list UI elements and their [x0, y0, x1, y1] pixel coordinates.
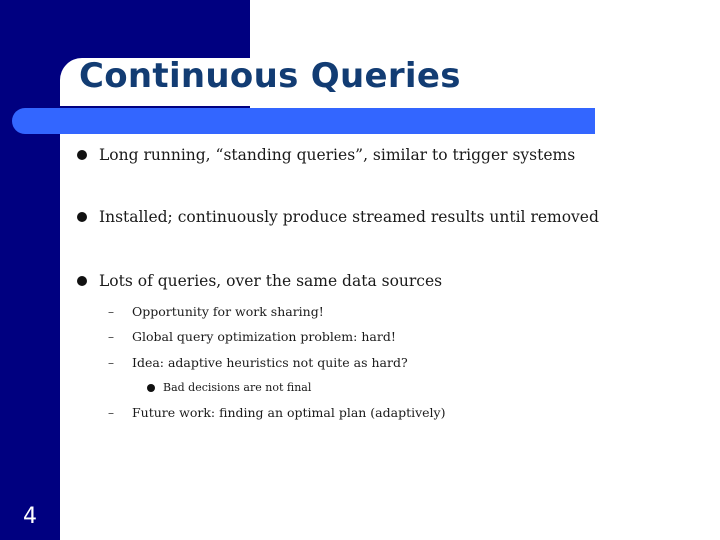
sub-bullet-item — [108, 355, 408, 370]
bullet-text: Lots of queries, over the same data sources — [99, 272, 443, 290]
sub-bullet-text: Future work: finding an optimal plan (adaptively) — [132, 405, 446, 420]
dash-icon: – — [108, 355, 114, 370]
bullet-item — [77, 146, 575, 164]
sub-bullet-text: Global query optimization problem: hard! — [132, 329, 396, 344]
bullet-dot-icon — [77, 150, 87, 160]
sub-bullet-item — [108, 405, 446, 420]
slide-number: 4 — [23, 504, 37, 529]
dash-icon: – — [108, 405, 114, 420]
slide-title: Continuous Queries — [79, 56, 461, 96]
bullet-text: Long running, “standing queries”, similar to trigger systems — [99, 146, 576, 164]
sub-sub-bullet-text: Bad decisions are not final — [163, 381, 312, 394]
sub-bullet-text: Opportunity for work sharing! — [132, 304, 324, 319]
sub-bullet-item — [108, 304, 324, 319]
small-bullet-dot-icon — [147, 384, 155, 392]
bullet-item — [77, 208, 599, 226]
bullet-text: Installed; continuously produce streamed results until removed — [99, 208, 599, 226]
title-underline-band — [12, 108, 595, 134]
sub-bullet-item — [108, 329, 396, 344]
bullet-dot-icon — [77, 276, 87, 286]
sub-sub-bullet-item — [147, 381, 311, 394]
bullet-item — [77, 272, 442, 290]
dash-icon: – — [108, 304, 114, 319]
sub-bullet-text: Idea: adaptive heuristics not quite as hard? — [132, 355, 408, 370]
bullet-dot-icon — [77, 212, 87, 222]
dash-icon: – — [108, 329, 114, 344]
